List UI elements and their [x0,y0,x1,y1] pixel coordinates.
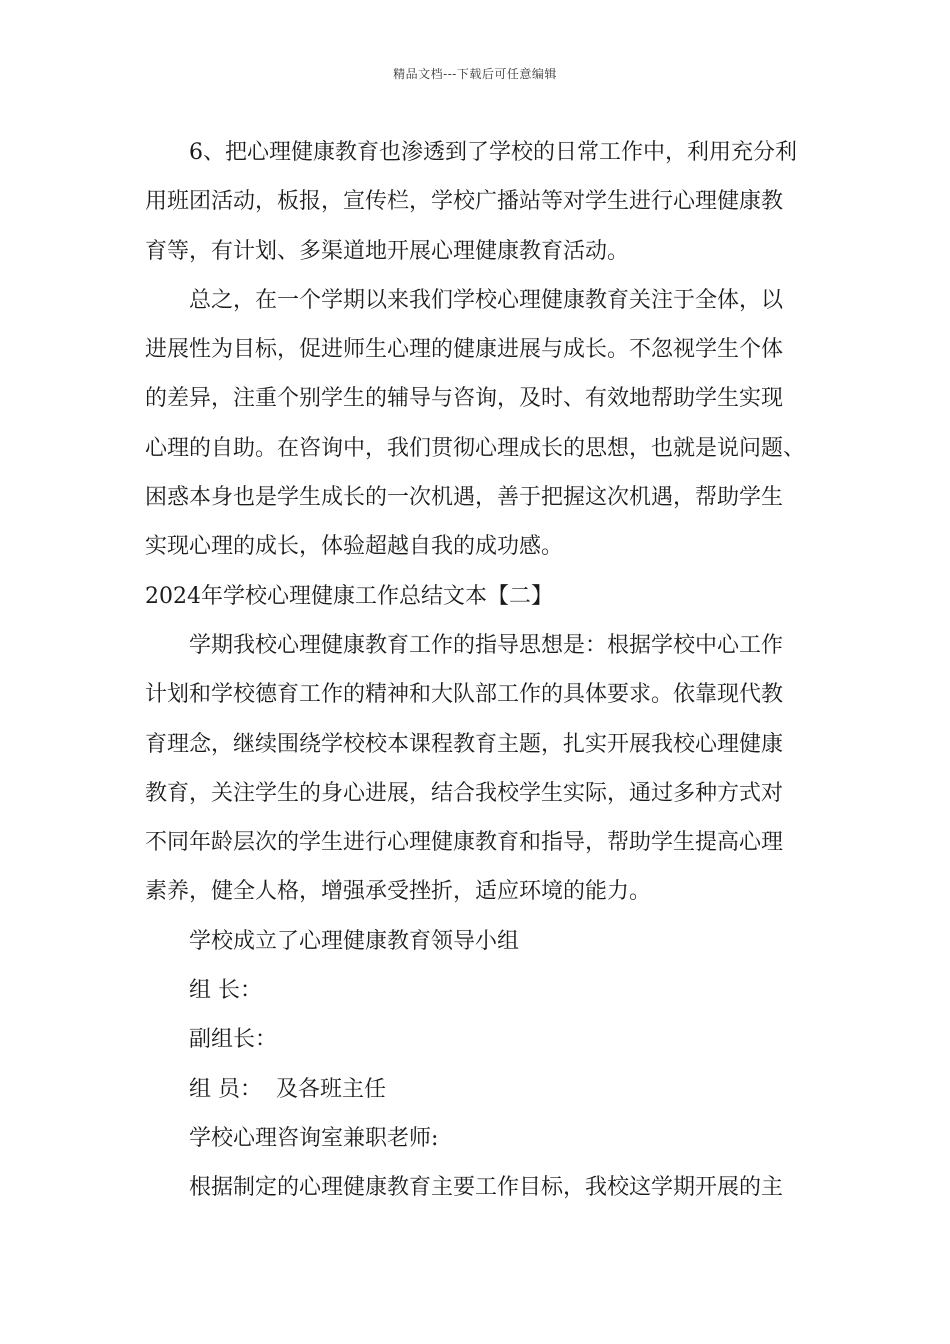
paragraph-line: 总之，在一个学期以来我们学校心理健康教育关注于全体，以 [189,287,784,313]
counselor-line: 学校心理咨询室兼职老师: [189,1125,439,1151]
page-header: 精品文档---下载后可任意编辑 [393,67,557,81]
paragraph-line: 用班团活动，板报，宣传栏，学校广播站等对学生进行心理健康教 [145,189,784,215]
paragraph-line: 教育，关注学生的身心进展，结合我校学生实际，通过多种方式对 [145,780,784,806]
deputy-leader-line: 副组长： [189,1027,278,1053]
document-body [145,128,825,1213]
paragraph-line: 育理念，继续围绕学校校本课程教育主题，扎实开展我校心理健康 [145,731,784,757]
group-members-line: 组 员： 及各班主任 [189,1076,386,1102]
paragraph-line: 根据制定的心理健康教育主要工作目标，我校这学期开展的主 [189,1175,784,1201]
paragraph-line: 心理的自助。在咨询中，我们贯彻心理成长的思想，也就是说问题、 [145,435,806,461]
paragraph-line: 进展性为目标，促进师生心理的健康进展与成长。不忽视学生个体 [145,337,784,363]
section-heading: 2024年学校心理健康工作总结文本【二】 [145,583,553,609]
paragraph-line: 实现心理的成长，体验超越自我的成功感。 [145,534,564,560]
paragraph-line: 计划和学校德育工作的精神和大队部工作的具体要求。依靠现代教 [145,682,784,708]
paragraph-line: 困惑本身也是学生成长的一次机遇，善于把握这次机遇，帮助学生 [145,485,784,511]
paragraph-line: 素养，健全人格，增强承受挫折，适应环境的能力。 [145,879,652,905]
group-leader-line: 组 长： [189,978,262,1004]
paragraph-line: 的差异，注重个别学生的辅导与咨询，及时、有效地帮助学生实现 [145,386,784,412]
paragraph-line: 6、把心理健康教育也渗透到了学校的日常工作中，利用充分利 [189,140,797,165]
paragraph-line: 学校成立了心理健康教育领导小组 [189,928,520,954]
paragraph-line: 育等，有计划、多渠道地开展心理健康教育活动。 [145,238,630,264]
paragraph-line: 学期我校心理健康教育工作的指导思想是：根据学校中心工作 [189,632,784,658]
paragraph-line: 不同年龄层次的学生进行心理健康教育和指导，帮助学生提高心理 [145,830,784,856]
